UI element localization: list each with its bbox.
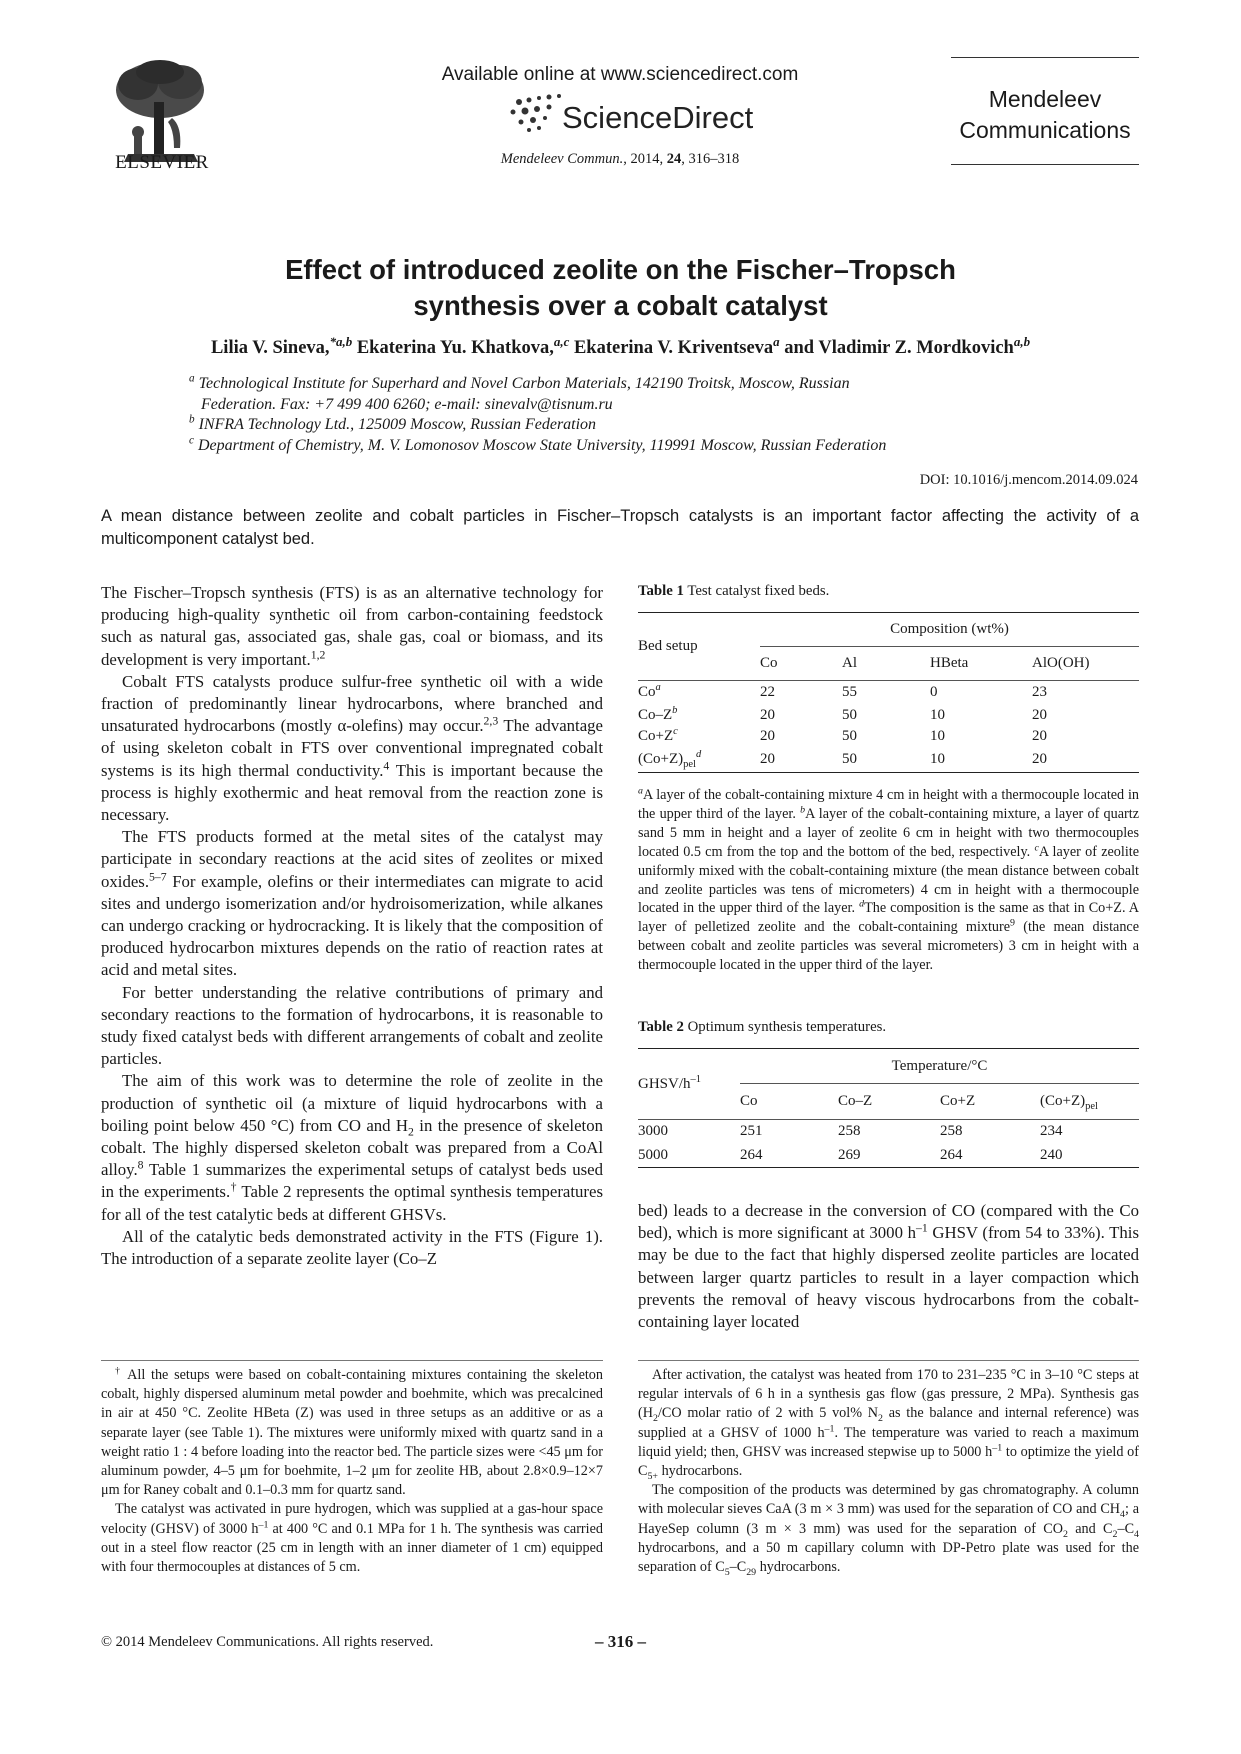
paragraph: The Fischer–Tropsch synthesis (FTS) is as an alternative technology for producing high-quality synthetic oil from carbon-containing feedstock such as natural gas, associated gas, shale gas, coal or biomass, and its development is very important.$^{1,2}$ xyxy=(101,583,603,669)
body-left-column xyxy=(101,582,603,1270)
table-col-header: Co xyxy=(740,1084,838,1120)
footnote-rule xyxy=(638,1360,1139,1361)
sciencedirect-wordmark: ScienceDirect xyxy=(562,100,754,135)
journal-title: Mendeleev Communications xyxy=(959,86,1131,143)
table-col-header: Co xyxy=(760,647,842,681)
table-col-header: HBeta xyxy=(930,647,1032,681)
journal-title-top-rule xyxy=(951,57,1139,58)
doi-link[interactable]: DOI: 10.1016/j.mencom.2014.09.024 xyxy=(919,472,1138,488)
paragraph: The aim of this work was to determine the role of zeolite in the production of synthetic oil (a mixture of liquid hydrocarbons with a boiling point below 450 °C) from CO and $H_2$ in the presence of skeleton cobalt. The highly dispersed skeleton cobalt was prepared from a CoAl alloy.$^8$ Table 1 summarizes the experimental setups of catalyst beds used in the experiments.† Table 2 represents the optimal synthesis temperatures for all of the test catalytic beds at different GHSVs. xyxy=(101,1071,603,1224)
available-online-link[interactable]: Available online at www.sciencedirect.com xyxy=(441,64,799,85)
body-right-column xyxy=(638,1200,1139,1333)
table-row: Co$^a$ 22 55 0 23 xyxy=(638,681,1139,705)
table-col-header: AlO(OH) xyxy=(1032,647,1139,681)
table-row: $Co-Z^b$ 20 50 10 20 xyxy=(638,704,1047,723)
table1 xyxy=(638,612,1139,773)
copyright-notice: © 2014 Mendeleev Communications. All rights reserved. xyxy=(101,1634,434,1650)
footnote-left: † All the setups were based on cobalt-containing mixtures containing the skeleton cobalt, highly dispersed aluminum metal powder and boehmite, which was precalcined in air at 450 °C. Zeolite HBeta (Z) was used in three setups as an additive or as a separate layer (see Table 1). The mixtures were uniformly mixed with quartz sand in a weight ratio 1 : 4 before loading into the reactor bed. The particle sizes were <45 μm for aluminum powder, 4–5 μm for boehmite, 1–2 μm for zeolite HB, about 2.8×0.9–12×7 μm for Raney cobalt and 0.1–0.3 mm for quartz sand. The catalyst was activated in pure hydrogen, which was supplied at a gas-hour space velocity (GHSV) of 3000 $h^{-1}$ at 400 °C and 0.1 MPa for 1 h. The synthesis was carried out in a steel flow reactor (25 cm in length with an inner diameter of 1 cm) equipped with four thermocouples at distances of 5 cm. xyxy=(101,1365,603,1576)
page-number: – 316 – xyxy=(595,1632,646,1651)
table-stub-header: Bed setup xyxy=(638,638,698,654)
footnote-right: After activation, the catalyst was heated from 170 to 231–235 °C in 3–10 °C steps at regular intervals of 6 h in a synthesis gas flow (gas pressure, 2 MPa). Synthesis gas ($H_2/CO$ molar ratio of 2 with 5 vol% $N_2$ as the balance and internal reference) was supplied at a GHSV of 1000 $h^{-1}$. The temperature was varied to reach a maximum liquid yield; then, GHSV was increased stepwise up to 5000 $h^{-1}$ to optimize the yield of $C_{5+}$ hydrocarbons. The composition of the products was determined by gas chromatography. A column with molecular sieves CaA (3 m × 3 mm) was used for the separation of CO and $CH_4$; a HayeSep column (3 m × 3 mm) was used for the separation of $CO_2$ and $C_2-C_4$ hydrocarbons, and a 50 m capillary column with DP-Petro plate was used for the separation of $C_5-C_{29}$ hydrocarbons. xyxy=(638,1367,1139,1578)
table-row: $(Co+Z)_{pel}^d$ 20 50 10 20 xyxy=(638,747,1139,773)
paragraph: bed) leads to a decrease in the conversion of CO (compared with the Co bed), which is more significant at 3000 $h^{-1}$ GHSV (from 54 to 33%). This may be due to the fact that highly dispersed zeolite particles are located between larger quartz particles to result in a layer compaction which prevents the removal of heavy viscous hydrocarbons from the cobalt-containing layer located xyxy=(638,1201,1139,1332)
table-row: $Co+Z^c$ 20 50 10 20 xyxy=(638,725,1047,744)
table-col-header: $(Co+Z)_{pel}$ xyxy=(1040,1084,1139,1120)
journal-title-bottom-rule xyxy=(951,164,1139,165)
abstract: A mean distance between zeolite and cobalt particles in Fischer–Tropsch catalysts is an important factor affecting the activity of a multicomponent catalyst bed. xyxy=(101,507,1139,548)
footnote-rule xyxy=(101,1360,603,1361)
journal-citation: Mendeleev Commun., 2014, 24, 316–318 xyxy=(500,151,740,167)
table-group-header: Composition (wt%) xyxy=(890,621,1009,637)
publisher-name: ELSEVIER xyxy=(115,152,209,173)
article-title: Effect of introduced zeolite on the Fischer–Tropsch synthesis over a cobalt catalyst xyxy=(285,254,956,321)
paragraph: The FTS products formed at the metal sites of the catalyst may participate in secondary reactions at the acid sites of zeolites or mixed oxides.$^{5-7}$ For example, olefins or their intermediates can migrate to acid sites and undergo isomerization and/or hydroisomerization, while alkanes can undergo cracking or hydrocracking. It is likely that the composition of produced hydrocarbon mixtures depends on the ratio of reaction rates at acid and metal sites. xyxy=(101,827,603,980)
paragraph: All of the catalytic beds demonstrated activity in the FTS (Figure 1). The introduction of a separate zeolite layer (Co–Z xyxy=(101,1226,603,1269)
table-col-header: Al xyxy=(842,647,930,681)
paragraph: Cobalt FTS catalysts produce sulfur-free synthetic oil with a wide fraction of predominantly linear hydrocarbons, where branched and unsaturated hydrocarbons (mostly α-olefins) may occur.$^{2,3}$ The advantage of using skeleton cobalt in FTS over conventional impregnated cobalt systems is its high thermal conductivity.$^4$ This is important because the process is highly exothermic and heat removal from the reaction zone is necessary. xyxy=(101,671,603,825)
table2-caption: Table 2 Optimum synthesis temperatures. xyxy=(638,1019,887,1035)
table1-caption: Table 1 Test catalyst fixed beds. xyxy=(638,583,830,599)
table-row: 3000 251 258 258 234 xyxy=(638,1120,1139,1144)
table2 xyxy=(638,1048,1139,1168)
table-stub-header: GHSV/$h^{-1}$ xyxy=(638,1073,702,1092)
table-group-header: Temperature/°C xyxy=(891,1057,988,1074)
paragraph: For better understanding the relative contributions of primary and secondary reactions to the formation of hydrocarbons, it is reasonable to study fixed catalyst beds with different arrangements of cobalt and zeolite particles. xyxy=(101,982,603,1069)
author-list: Lilia V. Sineva,$^{*a,b}$ Ekaterina Yu. Khatkova,$^{a,c}$ Ekaterina V. Kriventseva$^a$ and Vladimir Z. Mordkovich$^{a,b}$ xyxy=(210,333,1031,358)
affiliations: $^a$ Technological Institute for Superhard and Novel Carbon Materials, 142190 Troitsk, Moscow, Russian Federation. Fax: +7 499 400 6260; e-mail: sinevalv@tisnum.ru $^b$ INFRA Technology Ltd., 125009 Moscow, Russian Federation $^c$ Department of Chemistry, M. V. Lomonosov Moscow State University, 119991 Moscow, Russian Federation xyxy=(189,372,887,454)
table-col-header: Co–Z xyxy=(838,1084,940,1120)
table-row: 5000 264 269 264 240 xyxy=(638,1144,1139,1168)
table-col-header: Co+Z xyxy=(940,1084,1040,1120)
table1-notes: $^a$A layer of the cobalt-containing mixture 4 cm in height with a thermocouple located in the upper third of the layer. $^b$A layer of the cobalt-containing mixture, a layer of quartz sand 5 mm in height and a layer of zeolite 6 cm in height with two thermocouples located 0.5 cm from the top and the bottom of the bed, respectively. $^c$A layer of zeolite uniformly mixed with the cobalt-containing mixture (the mean distance between cobalt and zeolite particles was tens of micrometers) 4 cm in height with a thermocouple located in the upper third of the layer. $^d$The composition is the same as that in Co+Z. A layer of pelletized zeolite and the cobalt-containing mixture$^9$ (the mean distance between cobalt and zeolite particles was several micrometers) 3 cm in height with a thermocouple located in the upper third of the layer. xyxy=(638,785,1140,974)
